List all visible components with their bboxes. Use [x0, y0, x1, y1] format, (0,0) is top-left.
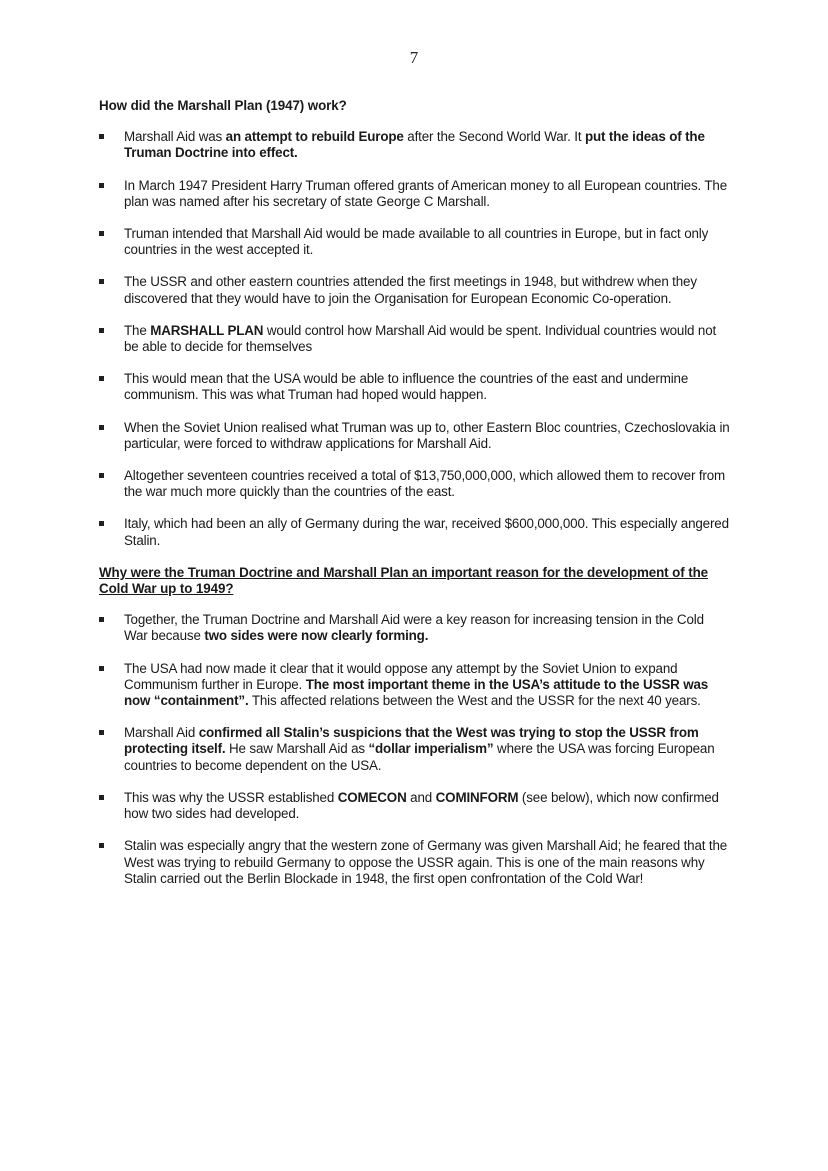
- list-item: [99, 178, 731, 210]
- square-bullet-icon: [99, 231, 104, 236]
- square-bullet-icon: [99, 795, 104, 800]
- square-bullet-icon: [99, 376, 104, 381]
- square-bullet-icon: [99, 521, 104, 526]
- bold-text: confirmed all Stalin’s suspicions that the West was trying to stop the USSR from protecting itself.: [124, 725, 699, 757]
- text: Marshall Aid: [124, 725, 199, 741]
- bold-text: The most important theme in the USA’s attitude to the USSR was now “containment”.: [124, 676, 709, 709]
- bold-text: “dollar imperialism”: [368, 741, 494, 757]
- text: Truman intended that Marshall Aid would be made available to all countries in Europe, but in fact only countries in the west accepted it.: [124, 226, 709, 258]
- text: (see below), which now confirmed how two sides had developed.: [124, 789, 719, 822]
- square-bullet-icon: [99, 473, 104, 478]
- bullet-list-cold-war-reasons: [99, 612, 731, 887]
- bold-text: COMINFORM: [435, 789, 519, 805]
- square-bullet-icon: [99, 617, 104, 622]
- section-heading-cold-war-reasons: Why were the Truman Doctrine and Marshall Plan an important reason for the development of the Cold War up to 1949?: [99, 564, 709, 597]
- bold-text: two sides were now clearly forming.: [204, 628, 429, 644]
- square-bullet-icon: [99, 843, 104, 848]
- text: The USA had now made it clear that it would oppose any attempt by the Soviet Union to expand Communism further in Europe.: [124, 660, 678, 692]
- text: This affected relations between the West and the USSR for the next 40 years.: [248, 693, 701, 709]
- page-number: 7: [409, 48, 419, 67]
- text: Stalin was especially angry that the western zone of Germany was given Marshall Aid; he feared that the West was trying to rebuild Germany to oppose the USSR again. This is one of the main reasons why Stalin carried out the Berlin Blockade in 1948, the first open confrontation of the Cold War!: [124, 838, 728, 886]
- text: Italy, which had been an ally of Germany during the war, received $600,000,000. This especially angered Stalin.: [124, 516, 729, 548]
- text: would control how Marshall Aid would be spent. Individual countries would not be able to decide for themselves: [124, 322, 717, 355]
- text: This would mean that the USA would be able to influence the countries of the east and undermine communism. This was what Truman had hoped would happen.: [124, 371, 689, 403]
- text: In March 1947 President Harry Truman offered grants of American money to all European countries. The plan was named after his secretary of state George C Marshall.: [124, 177, 728, 209]
- text: Together, the Truman Doctrine and Marshall Aid were a key reason for increasing tension in the Cold War because: [124, 612, 704, 644]
- text: When the Soviet Union realised what Truman was up to, other Eastern Bloc countries, Czechoslovakia in particular, were forced to withdraw applications for Marshall Aid.: [124, 419, 730, 451]
- list-item: [99, 661, 731, 710]
- section-heading-marshall-plan: How did the Marshall Plan (1947) work?: [99, 98, 347, 113]
- list-item: [99, 226, 731, 258]
- list-item: [99, 612, 731, 644]
- list-item: [99, 838, 731, 887]
- text: The USSR and other eastern countries attended the first meetings in 1948, but withdrew when they discovered that they would have to join the Organisation for European Economic Co-operation.: [124, 274, 697, 306]
- bold-text: COMECON: [337, 789, 407, 805]
- list-item: [99, 129, 731, 161]
- text: after the Second World War. It: [403, 129, 585, 145]
- list-item: [99, 725, 731, 774]
- list-item: [99, 371, 731, 403]
- text: where the USA was forcing European countries to become dependent on the USA.: [124, 741, 715, 773]
- list-item: [99, 790, 731, 822]
- bold-text: an attempt to rebuild Europe: [225, 129, 404, 145]
- list-item: [99, 420, 731, 452]
- text: He saw Marshall Aid as: [225, 741, 369, 757]
- bold-text: put the ideas of the Truman Doctrine into effect.: [124, 129, 705, 161]
- text: Altogether seventeen countries received a total of $13,750,000,000, which allowed them to recover from the war much more quickly than the countries of the east.: [124, 468, 726, 500]
- square-bullet-icon: [99, 134, 104, 139]
- list-item: [99, 323, 731, 355]
- text: Marshall Aid was: [124, 129, 226, 145]
- text: The: [124, 322, 151, 338]
- list-item: [99, 468, 731, 500]
- square-bullet-icon: [99, 666, 104, 671]
- square-bullet-icon: [99, 328, 104, 333]
- page-content: [99, 98, 731, 903]
- square-bullet-icon: [99, 730, 104, 735]
- bold-text: MARSHALL PLAN: [150, 322, 264, 338]
- bullet-list-marshall-plan: [99, 129, 731, 549]
- square-bullet-icon: [99, 183, 104, 188]
- square-bullet-icon: [99, 279, 104, 284]
- list-item: [99, 274, 731, 306]
- text: This was why the USSR established: [124, 789, 338, 805]
- square-bullet-icon: [99, 425, 104, 430]
- list-item: [99, 516, 731, 548]
- text: and: [406, 789, 436, 805]
